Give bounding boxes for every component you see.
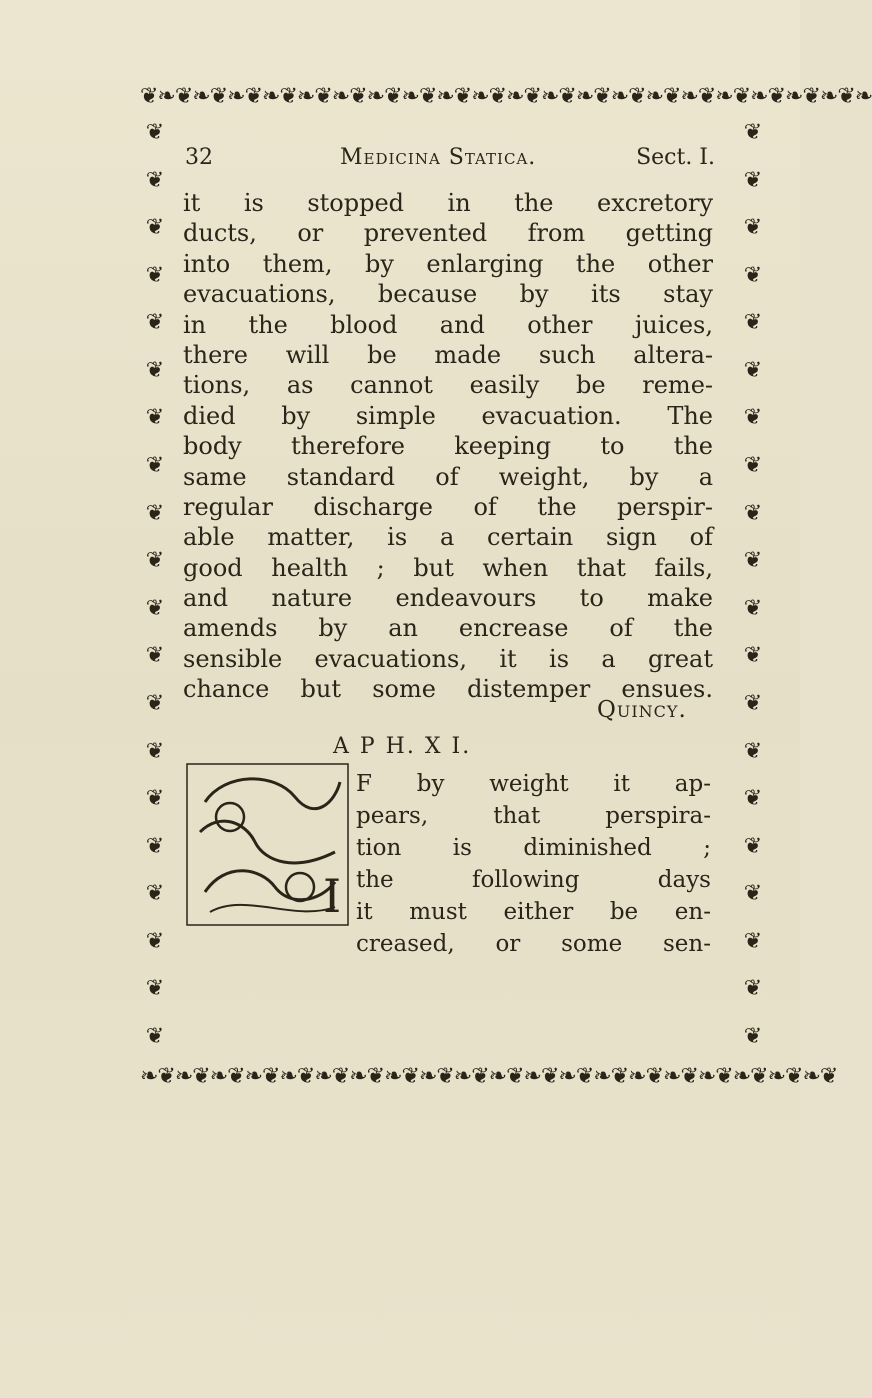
ornament-glyph: ❦: [145, 1023, 165, 1049]
ornament-glyph: ❦: [145, 643, 165, 669]
ornament-glyph: ❦: [743, 690, 763, 716]
ornament-glyph: ❦: [743, 453, 763, 479]
ornament-glyph: ❦: [743, 262, 763, 288]
drop-cap-ornament-icon: [185, 762, 350, 927]
ornament-glyph: ❦: [145, 405, 165, 431]
text-line: tion is diminished ;: [356, 835, 711, 861]
text-line: pears, that perspira-: [356, 803, 711, 829]
ornament-glyph: ❦: [145, 120, 165, 145]
ornament-glyph: ❦: [743, 357, 763, 383]
ornament-glyph: ❦: [743, 1023, 763, 1049]
ornament-glyph: ❦: [743, 500, 763, 526]
page-header: [185, 145, 725, 185]
ornament-glyph: ❦: [145, 453, 165, 479]
text-line: amends by an encrease of the: [183, 614, 713, 643]
ornament-glyph: ❦: [145, 262, 165, 288]
ornament-glyph: ❦: [743, 548, 763, 574]
page-number: 32: [185, 145, 213, 170]
ornament-glyph: ❦: [145, 167, 165, 193]
text-line: into them, by enlarging the other: [183, 249, 713, 278]
text-line: F by weight it ap-: [356, 771, 711, 797]
text-line: the following days: [356, 867, 711, 893]
text-line: evacuations, because by its stay: [183, 280, 713, 309]
text-line: same standard of weight, by a: [183, 462, 713, 491]
aphorism-paragraph: [356, 768, 711, 960]
ornament-glyph: ❦: [743, 833, 763, 859]
drop-cap-initial: [185, 762, 350, 927]
ornamental-border-top: ❦❧❦❧❦❧❦❧❦❧❦❧❦❧❦❧❦❧❦❧❦❧❦❧❦❧❦❧❦❧❦❧❦❧❦❧❦❧❦❧❦❧: [140, 84, 872, 109]
ornament-glyph: ❦: [743, 405, 763, 431]
ornament-glyph: ❦: [145, 500, 165, 526]
drop-cap-letter: I: [323, 869, 342, 923]
text-line: chance but some distemper ensues.: [183, 675, 713, 704]
text-line: it is stopped in the excretory: [183, 189, 713, 217]
text-line: regular discharge of the perspir-: [183, 492, 713, 521]
text-line: creased, or some sen-: [356, 931, 711, 957]
ornament-glyph: ❦: [743, 595, 763, 621]
ornament-glyph: ❦: [743, 310, 763, 336]
text-line: died by simple evacuation. The: [183, 401, 713, 430]
text-line: ducts, or prevented from getting: [183, 219, 713, 248]
text-line: tions, as cannot easily be reme-: [183, 371, 713, 400]
ornament-glyph: ❦: [743, 928, 763, 954]
ornamental-border-left: [140, 110, 170, 1060]
ornament-glyph: ❦: [743, 881, 763, 907]
ornament-glyph: ❦: [145, 881, 165, 907]
ornament-glyph: ❦: [145, 928, 165, 954]
ornamental-border-bottom: ❧❦❧❦❧❦❧❦❧❦❧❦❧❦❧❦❧❦❧❦❧❦❧❦❧❦❧❦❧❦❧❦❧❦❧❦❧❦❧❦: [140, 1064, 838, 1089]
section-mark: Sect. I.: [636, 145, 715, 170]
text-line: and nature endeavours to make: [183, 584, 713, 613]
ornament-glyph: ❦: [145, 976, 165, 1002]
text-line: in the blood and other juices,: [183, 310, 713, 339]
aphorism-heading: A P H. X I.: [333, 734, 472, 759]
ornament-glyph: ❦: [743, 643, 763, 669]
text-line: it must either be en-: [356, 899, 711, 925]
ornament-glyph: ❦: [743, 215, 763, 241]
ornament-glyph: ❦: [743, 786, 763, 812]
ornament-glyph: ❦: [145, 215, 165, 241]
ornament-glyph: ❦: [145, 548, 165, 574]
author-signature: Quincy.: [597, 697, 687, 723]
text-line: there will be made such altera-: [183, 340, 713, 369]
ornament-glyph: ❦: [145, 357, 165, 383]
ornament-glyph: ❦: [743, 120, 763, 145]
ornament-glyph: ❦: [145, 833, 165, 859]
ornament-glyph: ❦: [145, 310, 165, 336]
text-line: able matter, is a certain sign of: [183, 523, 713, 552]
ornament-glyph: ❦: [145, 786, 165, 812]
ornament-glyph: ❦: [145, 595, 165, 621]
body-paragraph: [183, 188, 713, 705]
ornament-glyph: ❦: [743, 976, 763, 1002]
ornament-glyph: ❦: [743, 167, 763, 193]
ornament-glyph: ❦: [743, 738, 763, 764]
ornament-glyph: ❦: [145, 690, 165, 716]
ornament-glyph: ❦: [145, 738, 165, 764]
running-head: Medicina Statica.: [340, 145, 537, 170]
text-line: body therefore keeping to the: [183, 432, 713, 461]
ornamental-border-right: [738, 110, 768, 1060]
text-line: sensible evacuations, it is a great: [183, 644, 713, 673]
text-line: good health ; but when that fails,: [183, 553, 713, 582]
